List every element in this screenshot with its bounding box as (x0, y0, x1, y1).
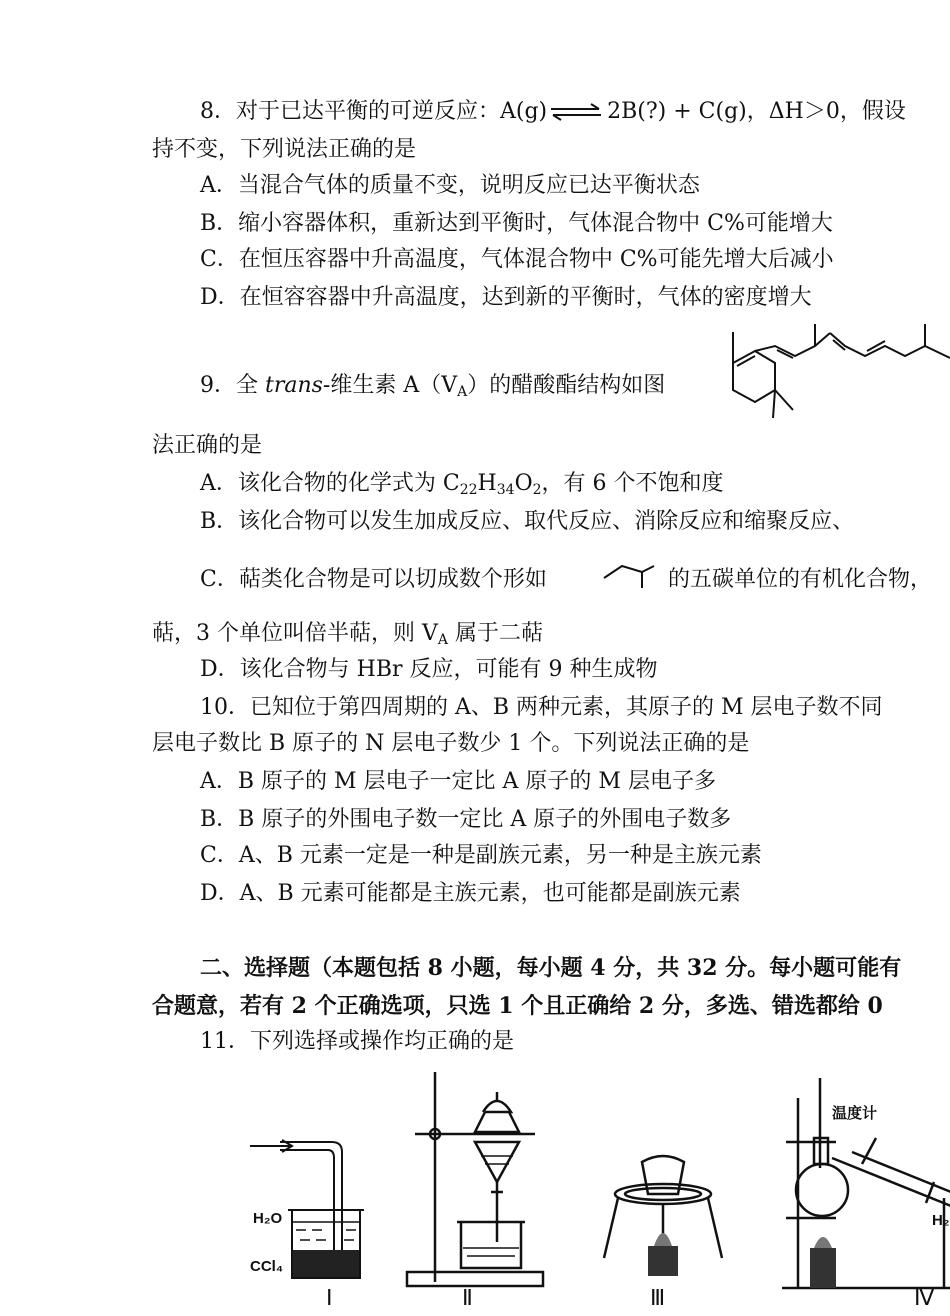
q10-option-b: B．B 原子的外围电子数一定比 A 原子的外围电子数多 (200, 807, 732, 832)
apparatus-3-crucible-diagram (598, 1150, 728, 1290)
caption-2: Ⅱ (462, 1285, 473, 1310)
q9-a-sub3: 2 (532, 482, 542, 498)
q8-option-c: C．在恒压容器中升高温度，气体混合物中 C%可能先增大后减小 (200, 247, 834, 272)
q10-option-d: D．A、B 元素可能都是主族元素，也可能都是副族元素 (200, 881, 741, 906)
isoprene-unit-diagram (602, 560, 662, 590)
q10-option-c: C．A、B 元素一定是一种是副族元素，另一种是主族元素 (200, 843, 762, 868)
q10-option-a: A．B 原子的 M 层电子一定比 A 原子的 M 层电子多 (200, 769, 716, 794)
section2-heading-line2: 合题意，若有 2 个正确选项，只选 1 个且正确给 2 分，多选、错选都给 0 (152, 993, 883, 1019)
equilibrium-arrow-icon (551, 104, 603, 120)
q9-c2-a: 萜，3 个单位叫倍半萜，则 V (152, 621, 438, 646)
label-thermometer: 温度计 (832, 1105, 878, 1122)
q9-a-part2: H (477, 471, 497, 496)
q8-stem (200, 98, 906, 126)
q9-stem (200, 372, 665, 400)
apparatus-2-separating-funnel-diagram (405, 1072, 545, 1302)
q9-stem-line2: 法正确的是 (152, 433, 263, 458)
q9-option-c-part2: 的五碳单位的有机化合物， (668, 567, 933, 592)
label-h2-right: H₂ (932, 1212, 950, 1229)
q9-a-part4: ，有 6 个不饱和度 (541, 471, 724, 496)
q9-a-sub1: 22 (459, 482, 478, 498)
label-h2o: H₂O (253, 1210, 283, 1227)
vitamin-a-acetate-structure-diagram (705, 318, 950, 428)
q11-stem: 11．下列选择或操作均正确的是 (200, 1029, 514, 1054)
q9-stem-b: 维生素 A（V (330, 373, 458, 398)
q8-stem-line2: 持不变，下列说法正确的是 (152, 137, 417, 162)
q9-stem-italic: trans- (265, 373, 331, 398)
caption-1: Ⅰ (326, 1285, 333, 1310)
q8-option-d: D．在恒容容器中升高温度，达到新的平衡时，气体的密度增大 (200, 285, 812, 310)
q8-option-a: A．当混合气体的质量不变，说明反应已达平衡状态 (200, 173, 700, 198)
q9-c2-b: 属于二萜 (448, 621, 543, 646)
q10-stem: 10．已知位于第四周期的 A、B 两种元素，其原子的 M 层电子数不同 (200, 695, 883, 720)
q8-stem-part-a: 8．对于已达平衡的可逆反应：A(g) (200, 99, 548, 124)
caption-3: Ⅲ (650, 1285, 666, 1310)
q9-option-a (200, 470, 724, 498)
q8-stem-part-b: 2B(?) + C(g)，ΔH＞0，假设 (607, 99, 906, 124)
q9-option-c-part1: C．萜类化合物是可以切成数个形如 (200, 567, 547, 592)
q9-a-part3: O (514, 471, 533, 496)
q8-option-b: B．缩小容器体积，重新达到平衡时，气体混合物中 C%可能增大 (200, 211, 833, 236)
section2-heading: 二、选择题（本题包括 8 小题，每小题 4 分，共 32 分。每小题可能有 (200, 955, 902, 981)
label-ccl4: CCl₄ (250, 1258, 283, 1275)
q9-option-b: B．该化合物可以发生加成反应、取代反应、消除反应和缩聚反应、 (200, 509, 855, 534)
q9-stem-c: ）的醋酸酯结构如图 (467, 373, 666, 398)
q9-a-sub2: 34 (496, 482, 515, 498)
q9-stem-a: 9．全 (200, 373, 265, 398)
caption-4: Ⅳ (914, 1285, 935, 1310)
q9-c2-sub: A (437, 632, 448, 648)
q10-stem-line2: 层电子数比 B 原子的 N 层电子数少 1 个。下列说法正确的是 (152, 731, 750, 756)
q9-a-part1: A．该化合物的化学式为 C (200, 471, 460, 496)
q9-option-d: D．该化合物与 HBr 反应，可能有 9 种生成物 (200, 657, 658, 682)
q9-stem-sub: A (457, 384, 468, 400)
q9-option-c-line2 (152, 620, 543, 648)
